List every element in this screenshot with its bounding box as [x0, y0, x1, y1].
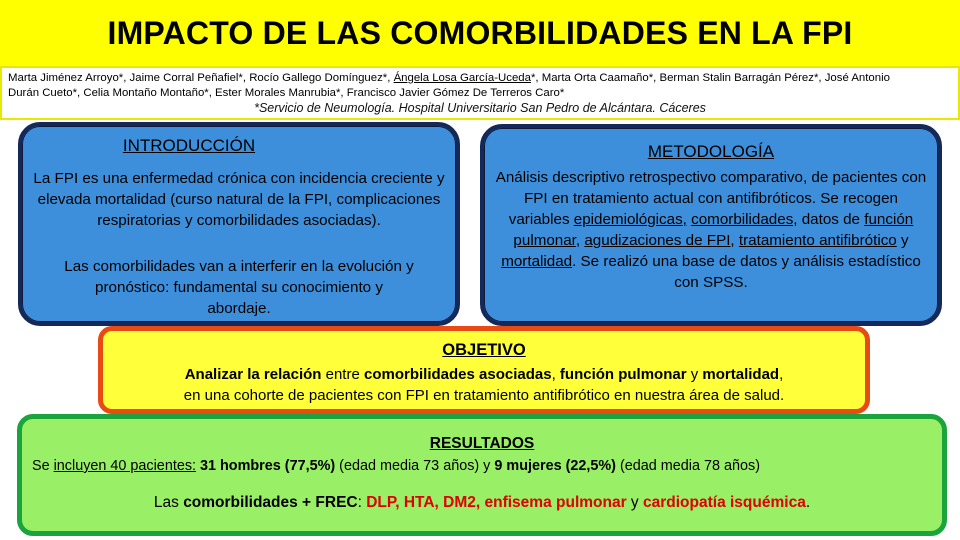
variable-agudizaciones: agudizaciones de FPI — [584, 232, 731, 249]
comorbilidades-list: DLP, HTA, DM2, enfisema pulmonar — [366, 494, 627, 511]
objetivo-text — [113, 364, 855, 406]
resultados-title: RESULTADOS — [429, 435, 535, 452]
resultados-text-part: Las — [153, 494, 184, 511]
objetivo-text-part: , — [551, 366, 560, 383]
affiliation: *Servicio de Neumología. Hospital Universitario San Pedro de Alcántara. Cáceres — [254, 101, 706, 115]
metodologia-text-part: , — [575, 232, 585, 249]
metodologia-title: METODOLOGÍA — [647, 142, 775, 161]
metodologia-text-part: datos de — [797, 211, 865, 228]
resultados-text-part: y — [626, 494, 643, 511]
resultados-line2 — [22, 493, 942, 513]
metodologia-text-part: Análisis descriptivo retrospectivo comparativo, de pacientes con FPI en tratamiento actual con antifibróticos. Se recogen variables — [495, 169, 927, 228]
cardiopatia-isquemica: cardiopatía isquémica — [643, 494, 806, 511]
objetivo-text-part: , — [779, 366, 784, 383]
resultados-text-part: Se — [32, 458, 54, 474]
resultados-text-part: . — [805, 494, 811, 511]
objetivo-text-part: y — [686, 366, 703, 383]
metodologia-panel — [480, 124, 942, 326]
objetivo-bold: comorbilidades asociadas — [363, 366, 552, 383]
men-count: 31 hombres (77,5%) — [196, 458, 336, 474]
women-count: 9 mujeres (22,5%) — [494, 458, 616, 474]
resultados-text-part: : — [357, 494, 367, 511]
variable-tratamiento: tratamiento antifibrótico — [738, 232, 897, 249]
introduccion-paragraph-2: Las comorbilidades van a interferir en la evolución y pronóstico: fundamental su conocimiento y abordaje. — [64, 258, 414, 317]
authors-line1-start: Marta Jiménez Arroyo*, Jaime Corral Peñafiel*, Rocío Gallego Domínguez*, — [8, 72, 394, 84]
metodologia-text-part: y — [896, 232, 909, 249]
authors-box — [0, 66, 960, 120]
authors-line1-end: *, Marta Orta Caamaño*, Berman Stalin Barragán Pérez*, José Antonio — [530, 72, 890, 84]
variable-comorbilidades: comorbilidades, — [691, 211, 798, 228]
objetivo-title: OBJETIVO — [442, 341, 526, 359]
objetivo-bold: función pulmonar — [559, 366, 687, 383]
authors-line2: Durán Cueto*, Celia Montaño Montaño*, Ester Morales Manrubia*, Francisco Javier Gómez De Terreros Caro* — [8, 87, 565, 99]
resultados-panel — [17, 414, 947, 536]
objetivo-bold: Analizar la relación — [184, 366, 322, 383]
page-title: IMPACTO DE LAS COMORBILIDADES EN LA FPI — [107, 14, 853, 51]
presenting-author: Ángela Losa García-Uceda — [393, 72, 531, 84]
variable-mortalidad: mortalidad — [501, 253, 573, 270]
resultados-text-part: (edad media 73 años) y — [335, 458, 495, 474]
metodologia-text-part: , — [730, 232, 739, 249]
introduccion-paragraph-1: La FPI es una enfermedad crónica con incidencia creciente y elevada mortalidad (curso natural de la FPI, complicaciones respiratorias y comorbilidades asociadas). — [33, 170, 445, 229]
introduccion-title: INTRODUCCIÓN — [122, 136, 256, 155]
introduccion-panel — [18, 122, 460, 326]
resultados-text-part: (edad media 78 años) — [615, 458, 760, 474]
objetivo-text-part: entre — [321, 366, 364, 383]
variable-funcion-pulmonar: función pulmonar — [513, 211, 914, 249]
metodologia-text-part: . Se realizó una base de datos y análisis estadístico con SPSS. — [572, 253, 921, 291]
variable-epidemiologicas: epidemiológicas, — [573, 211, 687, 228]
title-banner — [0, 0, 960, 68]
resultados-line1 — [32, 456, 932, 476]
author-list — [8, 71, 954, 101]
patient-count: incluyen 40 pacientes: — [53, 458, 197, 474]
objetivo-panel — [98, 326, 870, 414]
comorbilidades-label: comorbilidades + FREC — [183, 494, 358, 511]
metodologia-text — [494, 167, 928, 293]
objetivo-line2: en una cohorte de pacientes con FPI en tratamiento antifibrótico en nuestra área de salud. — [183, 387, 785, 404]
objetivo-bold: mortalidad — [702, 366, 780, 383]
